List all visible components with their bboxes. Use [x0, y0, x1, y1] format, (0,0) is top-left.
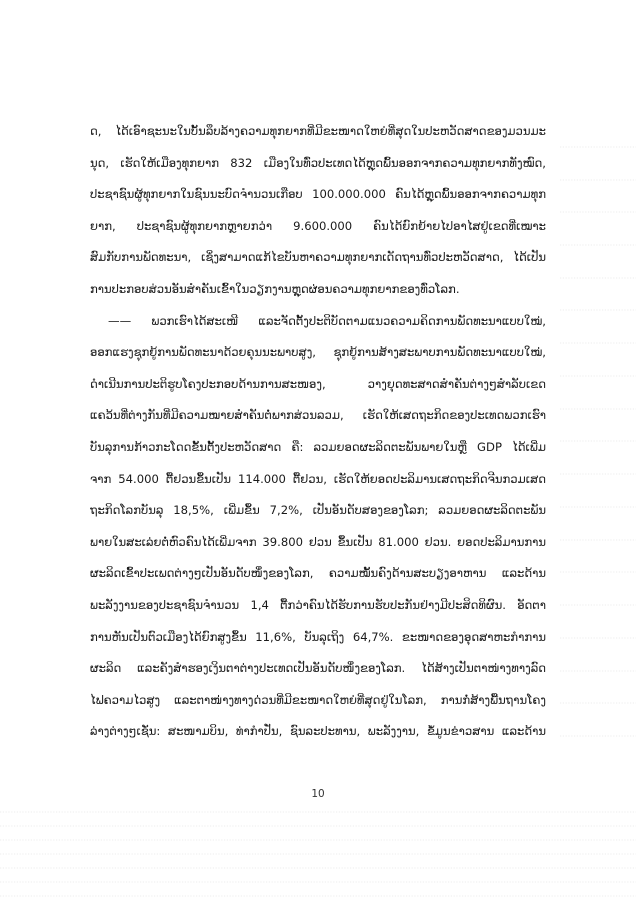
text-line: ແຄວ້ນທີ່ຕ່າງກັນທີ່ມີຄວາມໝາຍສຳຄັນຕໍ່ພາກສ່ວນລວມ, ເຮັດໃຫ້ເສດຖະກິດຂອງປະເທດພວກເຮົາ: [90, 408, 546, 423]
text-line: ອອກແຮງຊຸກຍູ້ການພັດທະນາດ້ວຍຄຸນນະພາບສູງ, ຊຸກຍູ້ການສ້າງສະພາບການພັດທະນາແບບໃໝ່,: [90, 345, 546, 360]
text-line: ໄຟຄວາມໄວສູງ ແລະຕາໜ່າງທາງດ່ວນທີ່ມີຂະໜາດໃຫຍ່ທີ່ສຸດຢູ່ໃນໂລກ, ການກໍ່ສ້າງພື້ນຖານໂຄງ: [90, 692, 546, 707]
text-line: ການຫັນເປັນຕົວເມືອງໄດ້ຍົກສູງຂຶ້ນ 11,6%, ບັນລຸເຖິງ 64,7%. ຂະໜາດຂອງອຸດສາຫະກຳການ: [90, 629, 546, 644]
text-line: ປະຊາຊົນຜູ້ທຸກຍາກໃນຊົນນະບົດຈຳນວນເກືອບ 100.000.000 ຄົນໄດ້ຫຼຸດພົ້ນອອກຈາກຄວາມທຸກ: [90, 187, 546, 202]
text-line: ລ່າງຕ່າງໆເຊັ່ນ: ສະໜາມບິນ, ທ່າກຳປັ່ນ, ຊົນລະປະທານ, ພະລັງງານ, ຂໍ້ມູນຂ່າວສານ ແລະດ້ານ: [90, 724, 546, 739]
text-line: ບັນລຸການກ້າວກະໂດດຂັ້ນຕັ້ງປະຫວັດສາດ ຄື: ລວມຍອດຜະລິດຕະພັນພາຍໃນຫຼື GDP ໄດ້ເພີ່ມ: [90, 439, 546, 454]
text-line: ສົມກັບການພັດທະນາ, ເຊິ່ງສາມາດແກ້ໄຂບັນຫາຄວາມທຸກຍາກເດັດຖານທົ່ວປະຫວັດສາດ, ໄດ້ເປັນ: [90, 250, 546, 265]
text-line: ພາຍໃນສະເລ່ຍຕໍ່ຫົວຄົນໄດ້ເພີ່ມຈາກ 39.800 ຢວນ ຂຶ້ນເປັນ 81.000 ຢວນ. ຍອດປະລິມານການ: [90, 534, 546, 549]
text-line: —— ພວກເຮົາໄດ້ສະເໜີ ແລະຈັດຕັ້ງປະຕິບັດຕາມແນວຄວາມຄິດການພັດທະນາແບບໃໝ່,: [108, 313, 546, 328]
page-number: 10: [311, 788, 325, 800]
text-line: ຖະກິດໂລກບັນລຸ 18,5%, ເພີ່ມຂຶ້ນ 7,2%, ເປັນອັນດັບສອງຂອງໂລກ; ລວມຍອດຜະລິດຕະພັນ: [90, 503, 546, 518]
text-line: ຜະລິດເຂົ້າປະເພດຕ່າງໆເປັນອັນດັບໜຶ່ງຂອງໂລກ, ຄວາມໝັ້ນຄົງດ້ານສະບຽງອາຫານ ແລະດ້ານ: [90, 566, 546, 581]
text-line: ຜະລິດ ແລະຄັງສຳຮອງເງິນຕາຕ່າງປະເທດເປັນອັນດັບໜຶ່ງຂອງໂລກ. ໄດ້ສ້າງເປັນຕາໜ່າງທາງລົດ: [90, 661, 546, 676]
text-line: ດ, ໄດ້ເອົາຊະນະໃນບັ້ນລຶບລ້າງຄວາມທຸກຍາກທີ່ມີຂະໜາດໃຫຍ່ທີ່ສຸດໃນປະຫວັດສາດຂອງມວນມະ: [90, 124, 546, 138]
text-line: ດຳເນີນການປະຕິຮູບໂຄງປະກອບດ້ານການສະໜອງ, ວາງຍຸດທະສາດສຳຄັນຕ່າງໆສຳລັບເຂດ: [90, 376, 546, 391]
body-text: [90, 116, 546, 748]
text-line: ນຸດ, ເຮັດໃຫ້ເມືອງທຸກຍາກ 832 ເມືອງໃນທົ່ວປະເທດໄດ້ຫຼຸດພົ້ນອອກຈາກຄວາມທຸກຍາກທັງໝົດ,: [90, 155, 546, 170]
text-line: ພະລັງງານຂອງປະຊາຊົນຈຳນວນ 1,4 ຕື້ກວ່າຄົນໄດ້ຮັບການຮັບປະກັນຢ່າງມີປະສິດທິຜົນ. ອັດຕາ: [90, 597, 546, 612]
text-line: ຈາກ 54.000 ຕື້ຢວນຂຶ້ນເປັນ 114.000 ຕື້ຢວນ, ເຮັດໃຫ້ຍອດປະລິມານເສດຖະກິດຈີນກວມເສດ: [90, 471, 546, 486]
text-line: ຍາກ, ປະຊາຊົນຜູ້ທຸກຍາກຫຼາຍກວ່າ 9.600.000 ຄົນໄດ້ຍົກຍ້າຍໄປອາໄສຢູ່ເຂດທີ່ເໝາະ: [90, 218, 546, 233]
text-line: ການປະກອບສ່ວນອັນສຳຄັນເຂົ້າໃນວຽກງານຫຼຸດຜ່ອນຄວາມທຸກຍາກຂອງທົ່ວໂລກ.: [90, 281, 460, 296]
